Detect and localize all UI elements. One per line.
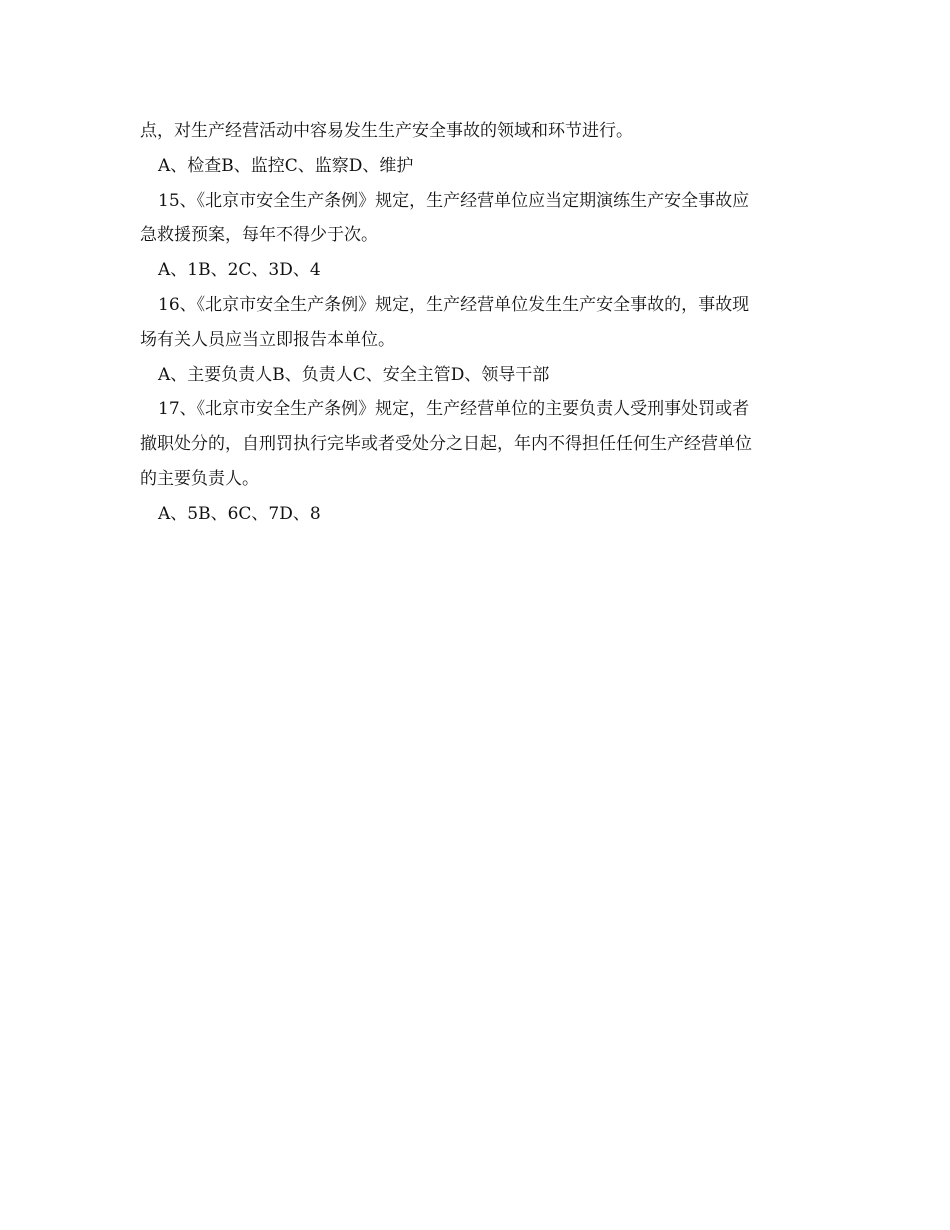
question-14-options: A、检查B、监控C、监察D、维护 [158, 155, 414, 176]
question-15-options: A、1B、2C、3D、4 [158, 260, 321, 281]
question-16-line-2: 场有关人员应当立即报告本单位。 [140, 329, 395, 350]
paragraph-line: 点，对生产经营活动中容易发生生产安全事故的领域和环节进行。 [140, 121, 633, 141]
question-15-line-2: 急救援预案，每年不得少于次。 [140, 225, 378, 246]
question-17-options: A、5B、6C、7D、8 [158, 503, 321, 524]
document-body [140, 114, 812, 532]
question-15-line-1: 15、《北京市安全生产条例》规定，生产经营单位应当定期演练生产安全事故应 [158, 190, 750, 211]
question-16-line-1: 16、《北京市安全生产条例》规定，生产经营单位发生生产安全事故的，事故现 [158, 294, 750, 315]
question-16-options: A、主要负责人B、负责人C、安全主管D、领导干部 [158, 364, 550, 385]
question-17-line-1: 17、《北京市安全生产条例》规定，生产经营单位的主要负责人受刑事处罚或者 [158, 399, 750, 420]
question-17-line-2: 撤职处分的，自刑罚执行完毕或者受处分之日起，年内不得担任任何生产经营单位 [140, 434, 752, 455]
question-17-line-3: 的主要负责人。 [140, 468, 259, 489]
